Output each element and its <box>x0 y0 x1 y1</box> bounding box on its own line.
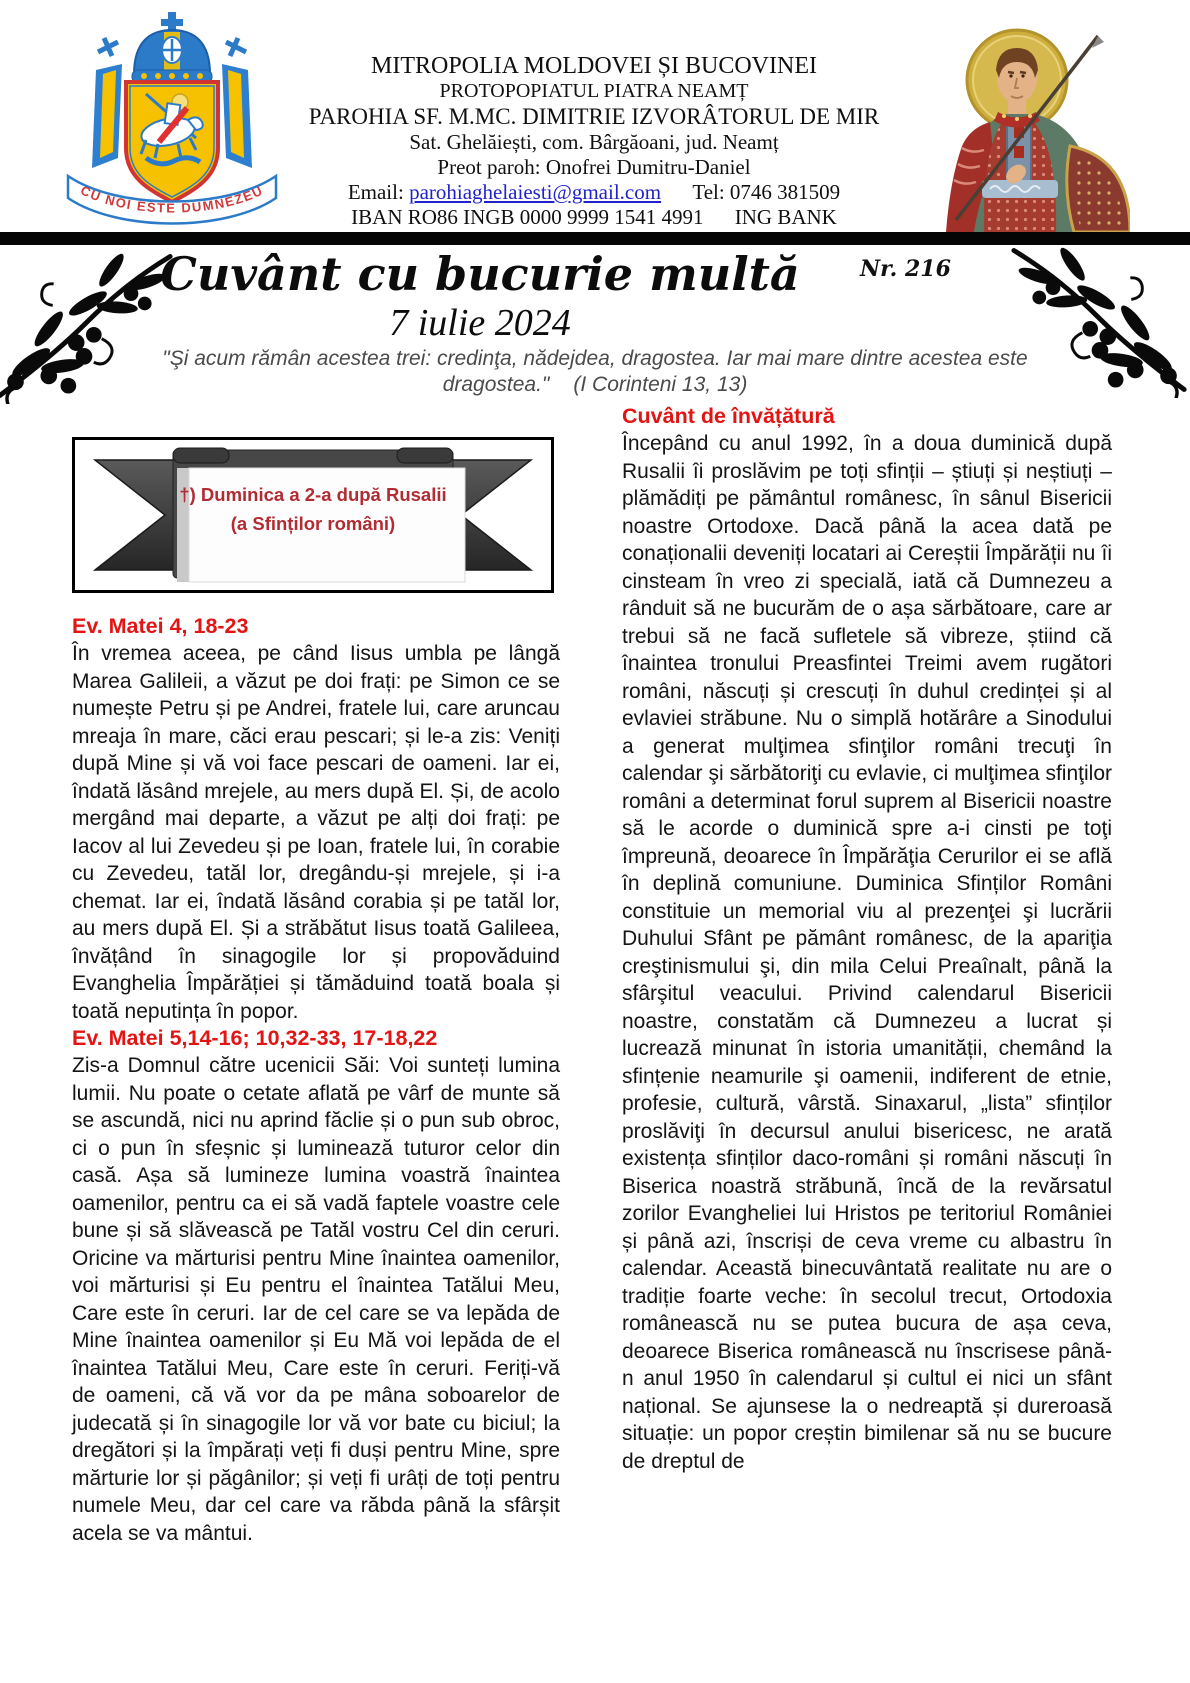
contact-line <box>284 180 904 205</box>
quote-line-1: "Şi acum rămân acestea trei: credinţa, nădejdea, dragostea. Iar mai mare dintre acestea este <box>162 347 1028 370</box>
scripture-quote <box>95 346 1095 398</box>
address-line: Sat. Ghelăiești, com. Bârgăoani, jud. Neamț <box>409 130 779 154</box>
issue-number: Nr. 216 <box>860 256 951 282</box>
crest-motto-text: CU NOI ESTE DUMNEZEU <box>78 182 266 216</box>
iban-text: IBAN RO86 INGB 0000 9999 1541 4991 <box>351 205 704 229</box>
header <box>60 8 1130 232</box>
email-link[interactable]: parohiaghelaiesti@gmail.com <box>409 180 662 204</box>
parish-letterhead <box>284 8 904 232</box>
phone-text: Tel: 0746 381509 <box>692 180 841 204</box>
diocese-coat-of-arms-icon <box>60 8 284 232</box>
mitropolia-line: MITROPOLIA MOLDOVEI ȘI BUCOVINEI <box>371 53 817 79</box>
right-column <box>622 403 1112 1475</box>
gospel-heading-2: Ev. Matei 5,14-16; 10,32-33, 17-18,22 <box>72 1026 438 1050</box>
teaching-heading: Cuvânt de învățătură <box>622 404 835 428</box>
quote-reference: (I Corinteni 13, 13) <box>573 373 748 396</box>
gospel-heading-1: Ev. Matei 4, 18-23 <box>72 614 249 638</box>
parohia-line: PAROHIA SF. M.MC. DIMITRIE IZVORÂTORUL DE MIR <box>308 104 880 129</box>
priest-line: Preot paroh: Onofrei Dumitru-Daniel <box>437 155 751 179</box>
issue-date: 7 iulie 2024 <box>389 302 571 344</box>
bank-text: ING BANK <box>734 205 837 229</box>
sunday-banner-title: †) Duminica a 2-a după Rusalii (a Sfinților români) <box>179 484 447 534</box>
sunday-banner <box>72 437 554 593</box>
protopopiat-line: PROTOPOPIATUL PIATRA NEAMȚ <box>439 80 749 102</box>
gospel-text-1: În vremea aceea, pe când Iisus umbla pe lângă Marea Galileii, a văzut pe doi frați: pe Simon ce se numește Petru și pe Andrei, fratele lui, care aruncau mreaja în mare, căci erau pescari; și le-a zis: Veniți după Mine și vă voi face pescari de oameni. Iar ei, îndată lăsând mrejele, au mers după El. Și, de acolo mergând mai departe, a văzut pe alți doi frați: pe Iacov al lui Zevedeu și pe Ioan, fratele lui, în corabie cu Zevedeu, tatăl lor, dregându-și mrejele, și i-a chemat. Iar ei, îndată lăsând corabia și pe tatăl lor, au mers după El. Și a străbătut Iisus toată Galileea, învățând în sinagogile lor și propovăduind Evanghelia Împărăției și tămăduind toată boala și toată neputința în popor. <box>72 642 560 1023</box>
iban-line <box>284 205 904 230</box>
saint-dimitrie-icon <box>904 8 1130 232</box>
gospel-text-2: Zis-a Domnul către ucenicii Săi: Voi sunteți lumina lumii. Nu poate o cetate aflată pe vârf de munte să se ascundă, nici nu aprind făclie și o pun sub obroc, ci o pun în sfeșnic și luminează tuturor celor din casă. Așa să lumineze lumina voastră înaintea oamenilor, pentru ca ei să vadă faptele voastre cele bune și să slăvească pe Tatăl vostru Cel din ceruri. Oricine va mărturisi pentru Mine înaintea oamenilor, voi mărturisi și Eu pentru el înaintea Tatălui Meu, Care este în ceruri. Iar de cel care se va lepăda de Mine înaintea oamenilor și Eu Mă voi lepăda de el înaintea Tatălui Meu, Care este în ceruri. Feriți-vă de oameni, că vă vor da pe mâna soboarelor de judecată și în sinagogile lor vă vor bate cu biciul; la dregători și la împărați veți fi duși pentru Mine, spre mărturie lor și păgânilor; și veți fi urâți de toți pentru numele Meu, dar cel care va răbda până la sfârșit acela se va mântui. <box>72 1054 560 1545</box>
email-label: Email: <box>347 180 404 204</box>
quote-line-2: dragostea." (I Corinteni 13, 13) <box>442 373 748 396</box>
teaching-text: Începând cu anul 1992, în a doua duminică după Rusalii îi proslăvim pe toți sfinții – știuți și neștiuți – plămădiți pe pământul românesc, în sânul Bisericii noastre Ortodoxe. Dacă până la acea dată pe conaționalii deveniți locatari ai Cereștii Împărății nu îi cinsteam în vreo zi specială, iată că Dumnezeu a rânduit să ne bucurăm de o așa sărbătoare, care ar trebui să ne facă sufletele să vibreze, știind că înaintea tronului Preasfintei Treimi avem rugători români, născuți și crescuți în duhul credinței și al evlaviei străbune. Nu o simplă hotărâre a Sinodului a generat mulţimea sfinţilor români trecuţi în calendar şi sărbătoriţi cu evlavie, ci mulţimea sfinţilor români a determinat forul suprem al Bisericii noastre să le acorde o duminică spre a-i cinsti pe toţi împreună, deoarece în Împărăţia Cerurilor ei se află în deplină comuniune. Duminica Sfinților Români constituie un memorial viu al prezenţei şi lucrării Duhului Sfânt pe pământ românesc, de la apariţia creştinismului şi, din mila Celui Preaînalt, până la sfârşitul veacului. Privind calendarul Bisericii noastre, constatăm că Dumnezeu a lucrat și lucrează minunat în istoria umanității, chemând la sfințenie neamurile şi oamenii, indiferent de etnie, profesie, cultură, vârstă. Sinaxarul, „lista” sfinților proslăviţi în decursul anului bisericesc, ne arată existența sfinților daco-români și români născuți în Biserica noastră străbună, încă de la revărsatul zorilor Evangheliei lui Hristos pe teritoriul României și până azi, înscriși de ceva vreme cu albastru în calendar. Această binecuvântată realitate nu are o tradiție foarte veche: în secolul trecut, Ortodoxia românească nu se putea bucura de așa ceva, deoarece Biserica românească nu înscrisese până-n anul 1950 în calendarul și cultul ei nici un sfânt național. Se ajunsese la o nedreaptă și dureroasă situație: un popor creștin bimilenar să nu se bucure de dreptul de <box>622 432 1112 1473</box>
left-column <box>72 437 560 1547</box>
bulletin-title: Cuvânt cu bucurie multă <box>160 247 800 301</box>
